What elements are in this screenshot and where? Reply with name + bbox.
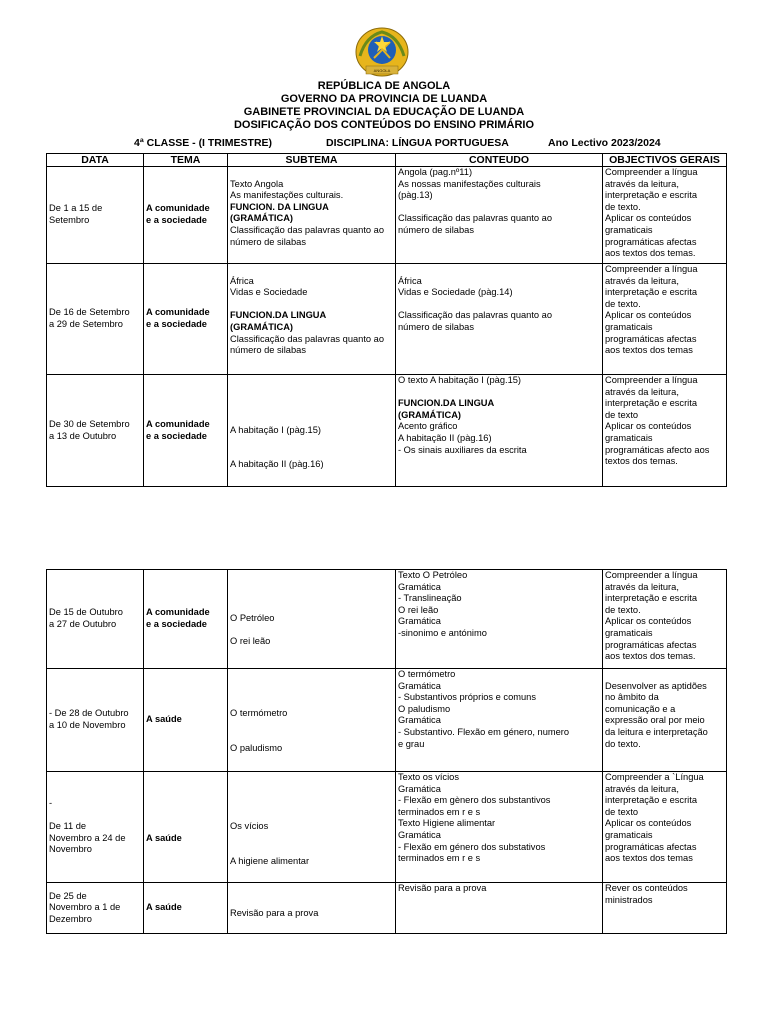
cell-line: Acento gráfico xyxy=(398,421,458,432)
cell-line: (pàg.13) xyxy=(398,190,433,201)
cell-line: Dezembro xyxy=(49,913,92,924)
cell-line: Classificação das palavras quanto ao xyxy=(230,333,385,344)
cell-line: Compreender a língua xyxy=(605,167,698,177)
subtema-cell xyxy=(228,772,396,883)
conteudo-cell xyxy=(396,772,603,883)
cell-line: através da leitura, xyxy=(605,581,679,592)
cell-line: (GRAMÁTICA) xyxy=(398,409,461,420)
cell-line: interpretação e escrita xyxy=(605,190,697,201)
cell-line xyxy=(230,390,393,402)
cell-line: A higiene alimentar xyxy=(230,855,310,866)
data-cell xyxy=(47,375,144,487)
cell-line: FUNCION. DA LINGUA xyxy=(230,201,329,212)
objectivos-cell xyxy=(603,883,727,934)
cell-line: Vidas e Sociedade (pàg.14) xyxy=(398,287,513,298)
cell-line: O paludismo xyxy=(398,703,451,714)
cell-line: Gramática xyxy=(398,680,441,691)
cell-line: A comunidade xyxy=(146,607,210,618)
col-header-data: DATA xyxy=(47,154,144,167)
cell-line: Aplicar os conteúdos xyxy=(605,213,692,224)
data-cell xyxy=(47,264,144,375)
cell-line: - Substantivo. Flexão em género, numero xyxy=(398,726,570,737)
cell-line: (GRAMÁTICA) xyxy=(230,321,293,332)
cell-line xyxy=(230,810,393,822)
conteudo-cell xyxy=(396,570,603,669)
tema-cell xyxy=(144,772,228,883)
cell-line: - Flexão em género dos substativos xyxy=(398,841,546,852)
schedule-table-page-1 xyxy=(46,153,727,487)
cell-line: - Substantivos próprios e comuns xyxy=(398,692,536,703)
cell-line xyxy=(230,720,393,732)
cell-line: gramaticais xyxy=(605,224,653,235)
cell-line: Novembro a 24 de xyxy=(49,832,126,843)
conteudo-cell xyxy=(396,167,603,264)
cell-line: De 15 de Outubro xyxy=(49,607,123,618)
cell-line: O paludismo xyxy=(230,743,283,754)
title-line-1: REPÚBLICA DE ANGOLA xyxy=(317,80,451,92)
cell-line: (GRAMÁTICA) xyxy=(230,213,293,224)
disciplina-label: DISCIPLINA: LÍNGUA PORTUGUESA xyxy=(326,137,509,149)
cell-line: Aplicar os conteúdos xyxy=(605,818,692,829)
cell-line: e a sociedade xyxy=(146,215,207,225)
cell-line: A saúde xyxy=(146,832,182,843)
cell-line: A saúde xyxy=(146,902,182,913)
cell-line: gramaticais xyxy=(605,321,653,332)
cell-line xyxy=(398,264,600,276)
cell-line: através da leitura, xyxy=(605,178,679,189)
subtema-cell xyxy=(228,167,396,264)
cell-line: Angola (pag.nº11) xyxy=(398,167,473,177)
cell-line xyxy=(230,299,393,311)
tema-cell xyxy=(144,669,228,772)
cell-line: Classificação das palavras quanto ao xyxy=(398,213,553,224)
ano-lectivo-label: Ano Lectivo 2023/2024 xyxy=(548,137,661,149)
cell-line: As nossas manifestações culturais xyxy=(398,178,541,189)
cell-line: Gramática xyxy=(398,829,441,840)
tema-cell xyxy=(144,264,228,375)
cell-line: O texto A habitação I (pàg.15) xyxy=(398,375,522,385)
cell-line: África xyxy=(230,275,254,286)
cell-line xyxy=(230,402,393,414)
cell-line xyxy=(398,387,600,399)
cell-line: - Translineação xyxy=(398,593,462,604)
objectivos-cell xyxy=(603,772,727,883)
cell-line xyxy=(230,264,393,276)
cell-line: Desenvolver as aptidões xyxy=(605,680,707,691)
tema-cell xyxy=(144,167,228,264)
cell-line: De 25 de xyxy=(49,890,87,901)
cell-line: aos textos dos temas. xyxy=(605,651,696,662)
col-header-tema: TEMA xyxy=(144,154,228,167)
cell-line: Classificação das palavras quanto ao xyxy=(398,310,553,321)
cell-line: programáticas afectas xyxy=(605,639,697,650)
cell-line xyxy=(230,798,393,810)
title-line-4: DOSIFICAÇÃO DOS CONTEÚDOS DO ENSINO PRIMÁRIO xyxy=(233,119,535,131)
cell-line: interpretação e escrita xyxy=(605,795,697,806)
cell-line: Novembro xyxy=(49,844,92,855)
table-row xyxy=(47,570,727,669)
cell-line xyxy=(230,844,393,856)
cell-line: Rever os conteúdos xyxy=(605,883,688,893)
cell-line xyxy=(230,685,393,697)
cell-line: gramaticais xyxy=(605,627,653,638)
cell-line: O rei leão xyxy=(230,636,271,647)
tema-cell xyxy=(144,570,228,669)
cell-line: Compreender a língua xyxy=(605,570,698,580)
cell-line: terminados em r e s xyxy=(398,853,481,864)
cell-line: Classificação das palavras quanto ao xyxy=(230,224,385,235)
cell-line: Compreender a língua xyxy=(605,264,698,274)
cell-line: - Flexão em gènero dos substantivos xyxy=(398,795,551,806)
conteudo-cell xyxy=(396,669,603,772)
cell-line: através da leitura, xyxy=(605,275,679,286)
cell-line xyxy=(146,821,225,833)
cell-line: interpretação e escrita xyxy=(605,287,697,298)
cell-line xyxy=(230,413,393,425)
col-header-objectivos: OBJECTIVOS GERAIS xyxy=(603,154,727,167)
cell-line: De 1 a 15 de xyxy=(49,203,103,214)
cell-line: De 16 de Setembro xyxy=(49,307,130,318)
cell-line: Vidas e Sociedade xyxy=(230,287,308,298)
cell-line: aos textos dos temas. xyxy=(605,248,696,259)
tema-cell xyxy=(144,375,228,487)
cell-line: FUNCION.DA LINGUA xyxy=(230,310,327,321)
cell-line xyxy=(230,786,393,798)
table-header-row xyxy=(47,154,727,167)
col-header-conteudo: CONTEUDO xyxy=(396,154,603,167)
cell-line: - De 28 de Outubro xyxy=(49,708,129,719)
cell-line: e grau xyxy=(398,738,425,749)
cell-line: FUNCION.DA LINGUA xyxy=(398,398,495,409)
cell-line: Aplicar os conteúdos xyxy=(605,310,692,321)
cell-line: Revisão para a prova xyxy=(398,883,487,893)
cell-line: programáticas afecto aos xyxy=(605,444,710,455)
cell-line: - Os sinais auxiliares da escrita xyxy=(398,444,527,455)
col-header-subtema: SUBTEMA xyxy=(228,154,396,167)
cell-line: número de silabas xyxy=(230,236,306,247)
cell-line: De 11 de xyxy=(49,821,87,832)
cell-line xyxy=(230,590,393,602)
table-row xyxy=(47,167,727,264)
cell-line: O Petróleo xyxy=(230,613,275,624)
cell-line: Novembro a 1 de xyxy=(49,902,121,913)
cell-line: Texto Angola xyxy=(230,178,284,189)
cell-line xyxy=(398,202,600,214)
cell-line xyxy=(230,625,393,637)
data-cell xyxy=(47,772,144,883)
cell-line: Texto O Petróleo xyxy=(398,570,468,580)
cell-line: O rei leão xyxy=(398,604,439,615)
conteudo-cell xyxy=(396,264,603,375)
schedule-table-page-2 xyxy=(46,569,727,934)
cell-line: programáticas afectas xyxy=(605,333,697,344)
cell-line: - xyxy=(49,798,53,809)
data-cell xyxy=(47,883,144,934)
table-row xyxy=(47,375,727,487)
cell-line: De 30 de Setembro xyxy=(49,418,130,429)
objectivos-cell xyxy=(603,669,727,772)
cell-line: terminados em r e s xyxy=(398,806,481,817)
cell-line: Os vícios xyxy=(230,821,269,832)
cell-line: -sinonimo e antónimo xyxy=(398,627,487,638)
cell-line: de texto. xyxy=(605,604,641,615)
cell-line: Gramática xyxy=(398,783,441,794)
cell-line: número de silabas xyxy=(398,224,474,235)
data-cell xyxy=(47,167,144,264)
cell-line: A habitação II (pàg.16) xyxy=(398,432,492,443)
title-line-3: GABINETE PROVINCIAL DA EDUCAÇÃO DE LUANDA xyxy=(243,106,525,118)
cell-line: O termómetro xyxy=(398,669,456,679)
conteudo-cell xyxy=(396,883,603,934)
cell-line: Aplicar os conteúdos xyxy=(605,616,692,627)
cell-line: Compreender a língua xyxy=(605,375,698,385)
cell-line: a 27 de Outubro xyxy=(49,619,117,629)
cell-line: e a sociedade xyxy=(146,319,207,329)
cell-line: Gramática xyxy=(398,616,441,627)
cell-line: A comunidade xyxy=(146,307,210,318)
cell-line xyxy=(230,602,393,614)
cell-line: As manifestações culturais. xyxy=(230,190,344,201)
cell-line: A comunidade xyxy=(146,203,210,214)
cell-line: A habitação I (pàg.15) xyxy=(230,424,321,435)
cell-line: Gramática xyxy=(398,715,441,726)
cell-line: comunicação e a xyxy=(605,703,676,714)
table-row xyxy=(47,772,727,883)
table-row xyxy=(47,669,727,772)
cell-line: número de silabas xyxy=(230,345,306,356)
cell-line xyxy=(146,810,225,822)
cell-line xyxy=(230,896,393,908)
objectivos-cell xyxy=(603,570,727,669)
title-line-2: GOVERNO DA PROVINCIA DE LUANDA xyxy=(280,93,488,105)
cell-line: através da leitura, xyxy=(605,783,679,794)
cell-line xyxy=(230,833,393,845)
cell-line: número de silabas xyxy=(398,321,474,332)
cell-line: interpretação e escrita xyxy=(605,398,697,409)
subtema-cell xyxy=(228,883,396,934)
cell-line: através da leitura, xyxy=(605,386,679,397)
cell-line xyxy=(398,299,600,311)
angola-emblem xyxy=(352,22,412,78)
data-cell xyxy=(47,570,144,669)
tema-cell xyxy=(144,883,228,934)
cell-line xyxy=(230,167,393,179)
cell-line: O termómetro xyxy=(230,708,288,719)
table-row xyxy=(47,264,727,375)
subtema-cell xyxy=(228,264,396,375)
emblem-text: ANGOLA xyxy=(373,68,391,73)
cell-line xyxy=(49,810,141,822)
cell-line: A habitação II (pàg.16) xyxy=(230,459,324,470)
cell-line xyxy=(230,436,393,448)
subtema-cell xyxy=(228,669,396,772)
cell-line: Aplicar os conteúdos xyxy=(605,421,692,432)
cell-line: A saúde xyxy=(146,714,182,725)
cell-line xyxy=(230,732,393,744)
cell-line: ministrados xyxy=(605,894,653,905)
cell-line: A comunidade xyxy=(146,418,210,429)
cell-line: Gramática xyxy=(398,581,441,592)
cell-line: Setembro xyxy=(49,215,90,225)
data-cell xyxy=(47,669,144,772)
objectivos-cell xyxy=(603,167,727,264)
cell-line: a 10 de Novembro xyxy=(49,720,126,730)
cell-line xyxy=(605,669,724,681)
cell-line: aos textos dos temas xyxy=(605,345,693,356)
cell-line: África xyxy=(398,275,422,286)
cell-line: expressão oral por meio xyxy=(605,715,705,726)
cell-line: gramaticais xyxy=(605,432,653,443)
classe-label: 4ª CLASSE - (I TRIMESTRE) xyxy=(134,137,273,149)
cell-line: no âmbito da xyxy=(605,692,659,703)
cell-line: e a sociedade xyxy=(146,619,207,629)
cell-line: interpretação e escrita xyxy=(605,593,697,604)
cell-line: aos textos dos temas xyxy=(605,853,693,864)
cell-line xyxy=(230,448,393,460)
cell-line: a 13 de Outubro xyxy=(49,430,117,441)
objectivos-cell xyxy=(603,264,727,375)
cell-line: Compreender a `Língua xyxy=(605,772,704,782)
cell-line: de texto. xyxy=(605,298,641,309)
conteudo-cell xyxy=(396,375,603,487)
cell-line: e a sociedade xyxy=(146,430,207,441)
objectivos-cell xyxy=(603,375,727,487)
cell-line: da leitura e interpretação xyxy=(605,726,708,737)
subtema-cell xyxy=(228,570,396,669)
cell-line: a 29 de Setembro xyxy=(49,319,123,329)
cell-line: Revisão para a prova xyxy=(230,908,319,918)
table-row xyxy=(47,883,727,934)
cell-line: de texto. xyxy=(605,201,641,212)
cell-line: gramaticais xyxy=(605,829,653,840)
cell-line xyxy=(230,697,393,709)
cell-line: do texto. xyxy=(605,738,641,749)
cell-line: programáticas afectas xyxy=(605,236,697,247)
cell-line: Texto os vícios xyxy=(398,772,459,782)
cell-line: Texto Higiene alimentar xyxy=(398,818,496,829)
subtema-cell xyxy=(228,375,396,487)
cell-line: programáticas afectas xyxy=(605,841,697,852)
cell-line: de texto xyxy=(605,409,639,420)
cell-line: de texto xyxy=(605,806,639,817)
cell-line: textos dos temas. xyxy=(605,456,678,467)
